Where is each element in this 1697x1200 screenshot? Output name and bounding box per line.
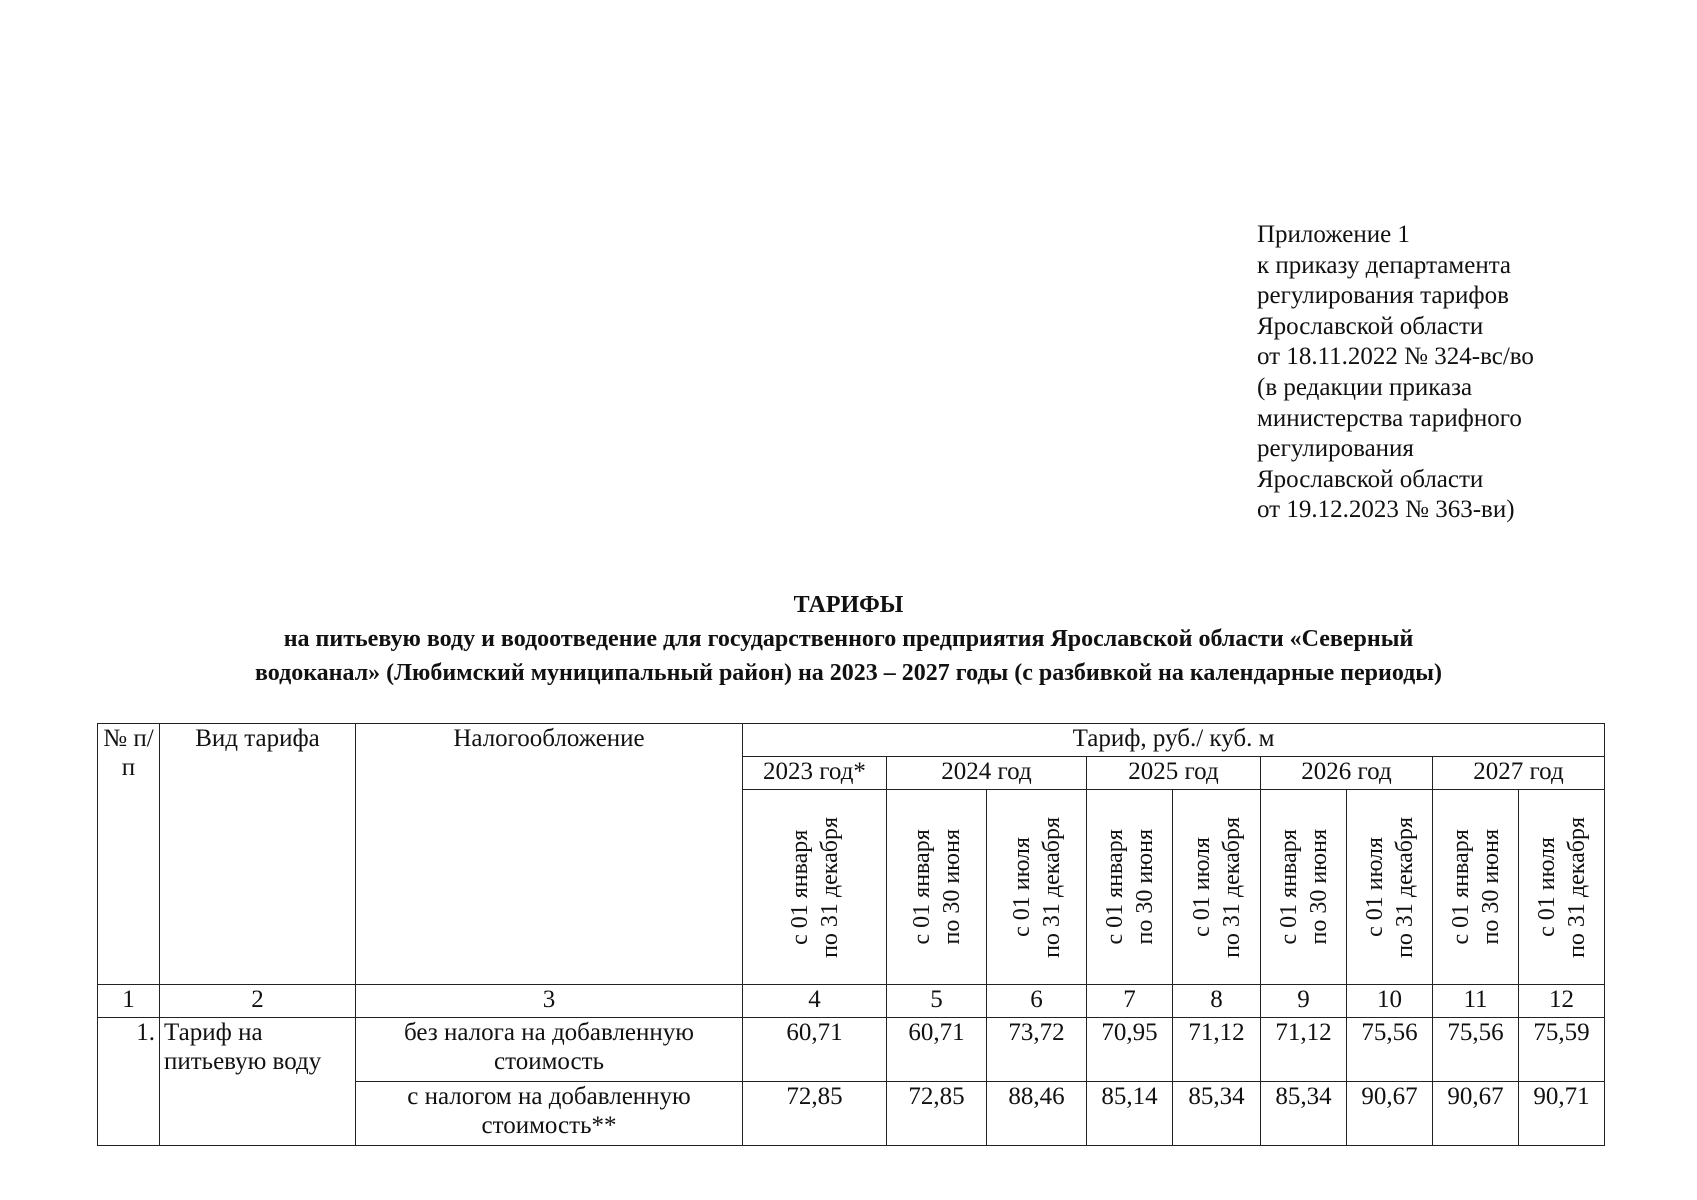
tariff-value: 85,14 (1087, 1082, 1173, 1146)
column-number: 6 (987, 985, 1087, 1018)
appendix-line: к приказу департамента (1257, 251, 1512, 279)
tariff-value: 85,34 (1261, 1082, 1347, 1146)
tariff-value: 60,71 (887, 1018, 987, 1082)
appendix-line: (в редакции приказа (1257, 373, 1473, 401)
appendix-block (1257, 220, 1534, 526)
tariff-value: 90,67 (1433, 1082, 1519, 1146)
tariff-value: 72,85 (743, 1082, 887, 1146)
row-number: 1. (98, 1018, 160, 1146)
tariff-value: 88,46 (987, 1082, 1087, 1146)
header-year: 2026 год (1261, 757, 1433, 790)
appendix-line: Ярославской области (1257, 312, 1484, 340)
column-number: 9 (1261, 985, 1347, 1018)
title-line: на питьевую воду и водоотведение для государственного предприятия Ярославской области «Северный (283, 626, 1414, 652)
appendix-line: Ярославской области (1257, 465, 1484, 493)
column-number: 4 (743, 985, 887, 1018)
column-number: 3 (356, 985, 743, 1018)
header-num: № п/п (98, 724, 160, 985)
header-period: с 01 июля по 31 декабря (1347, 790, 1433, 985)
column-number: 11 (1433, 985, 1519, 1018)
header-year: 2025 год (1087, 757, 1261, 790)
header-period: с 01 января по 31 декабря (743, 790, 887, 985)
header-period: с 01 июля по 31 декабря (1519, 790, 1605, 985)
header-year: 2023 год* (743, 757, 887, 790)
row-tax-type: с налогом на добавленную стоимость** (356, 1082, 743, 1146)
appendix-line: регулирования (1257, 435, 1414, 463)
header-kind: Вид тарифа (160, 724, 356, 985)
row-tax-type: без налога на добавленную стоимость (356, 1018, 743, 1082)
column-number: 8 (1173, 985, 1261, 1018)
row-tariff-kind: Тариф на питьевую воду (160, 1018, 356, 1146)
tariff-value: 71,12 (1173, 1018, 1261, 1082)
header-tariff: Тариф, руб./ куб. м (743, 724, 1605, 757)
column-number: 1 (98, 985, 160, 1018)
tariff-value: 73,72 (987, 1018, 1087, 1082)
appendix-line: министерства тарифного (1257, 404, 1522, 432)
document-title (0, 588, 1697, 690)
tariff-value: 70,95 (1087, 1018, 1173, 1082)
appendix-line: Приложение 1 (1257, 221, 1410, 248)
column-number: 5 (887, 985, 987, 1018)
tariff-value: 60,71 (743, 1018, 887, 1082)
title-line: водоканал» (Любимский муниципальный район) на 2023 – 2027 годы (с разбивкой на календарные периоды) (254, 660, 1443, 686)
column-number: 12 (1519, 985, 1605, 1018)
header-period: с 01 января по 30 июня (1433, 790, 1519, 985)
header-period: с 01 января по 30 июня (1261, 790, 1347, 985)
header-year: 2024 год (887, 757, 1087, 790)
column-number: 2 (160, 985, 356, 1018)
header-tax: Налогообложение (356, 724, 743, 985)
table-row (98, 1018, 1605, 1082)
header-period: с 01 января по 30 июня (1087, 790, 1173, 985)
tariff-value: 90,67 (1347, 1082, 1433, 1146)
header-period: с 01 июля по 31 декабря (987, 790, 1087, 985)
tariff-value: 90,71 (1519, 1082, 1605, 1146)
appendix-line: от 18.11.2022 № 324-вс/во (1257, 343, 1534, 371)
column-number: 7 (1087, 985, 1173, 1018)
tariff-table (97, 723, 1605, 1146)
header-period: с 01 июля по 31 декабря (1173, 790, 1261, 985)
tariff-value: 85,34 (1173, 1082, 1261, 1146)
appendix-line: от 19.12.2023 № 363-ви) (1257, 496, 1515, 524)
column-numbers-row (98, 985, 1605, 1018)
tariff-value: 71,12 (1261, 1018, 1347, 1082)
tariff-value: 72,85 (887, 1082, 987, 1146)
appendix-line: регулирования тарифов (1257, 282, 1509, 310)
tariff-value: 75,56 (1347, 1018, 1433, 1082)
tariff-value: 75,59 (1519, 1018, 1605, 1082)
column-number: 10 (1347, 985, 1433, 1018)
header-year: 2027 год (1433, 757, 1605, 790)
header-row (98, 724, 1605, 757)
header-period: с 01 января по 30 июня (887, 790, 987, 985)
title-heading: ТАРИФЫ (793, 592, 904, 618)
tariff-value: 75,56 (1433, 1018, 1519, 1082)
